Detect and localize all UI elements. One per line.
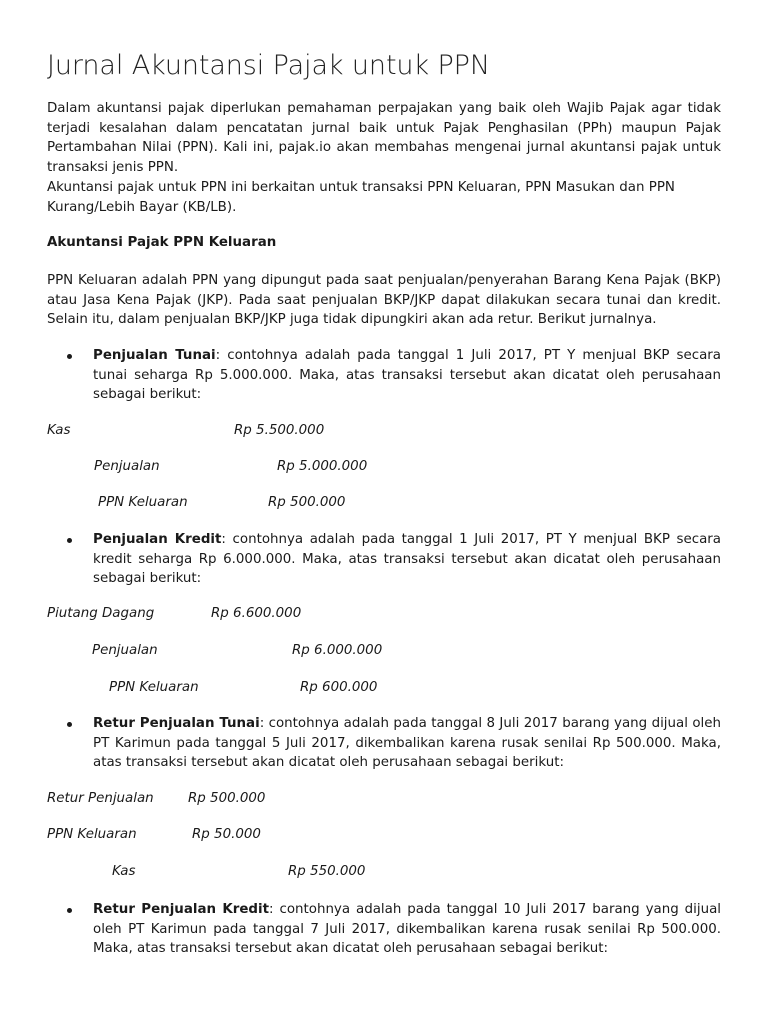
- journal-amount: Rp 500.000: [188, 791, 266, 806]
- bullet-text: [93, 900, 721, 959]
- bullet-label: Penjualan Kredit: [93, 532, 222, 547]
- bullet-retur-penjualan-kredit: [47, 900, 721, 959]
- bullet-body: : contohnya adalah pada tanggal 1 Juli 2017, PT Y menjual BKP secara tunai seharga Rp 5.000.000. Maka, atas transaksi tersebut akan dicatat oleh perusahaan sebagai berikut:: [93, 348, 722, 402]
- journal-amount: Rp 6.600.000: [211, 606, 302, 621]
- bullet-text: [93, 346, 721, 405]
- section-paragraph: PPN Keluaran adalah PPN yang dipungut pada saat penjualan/penyerahan Barang Kena Pajak (BKP) atau Jasa Kena Pajak (JKP). Pada saat penjualan BKP/JKP dapat dilakukan secara tunai dan kredit. Selain itu, dalam penjualan BKP/JKP juga tidak dipungkiri akan ada retur. Berikut jurnalnya.: [47, 273, 721, 327]
- journal-amount: Rp 50.000: [192, 827, 261, 842]
- bullet-retur-penjualan-tunai: [47, 714, 721, 773]
- bullet-label: Retur Penjualan Tunai: [93, 716, 260, 731]
- journal-account: PPN Keluaran: [109, 680, 199, 695]
- journal-account: Penjualan: [92, 643, 158, 658]
- bullet-dot-icon: [67, 538, 72, 543]
- journal-amount: Rp 6.000.000: [292, 643, 383, 658]
- bullet-text: [93, 530, 721, 589]
- bullet-dot-icon: [67, 722, 72, 727]
- journal-amount: Rp 5.000.000: [277, 459, 368, 474]
- journal-account: Penjualan: [94, 459, 160, 474]
- section-title: Akuntansi Pajak PPN Keluaran: [47, 235, 277, 250]
- bullet-dot-icon: [67, 354, 72, 359]
- journal-account: PPN Keluaran: [98, 495, 188, 510]
- intro-paragraph-2: Akuntansi pajak untuk PPN ini berkaitan untuk transaksi PPN Keluaran, PPN Masukan dan PPN Kurang/Lebih Bayar (KB/LB).: [47, 180, 675, 215]
- bullet-body: : contohnya adalah pada tanggal 10 Juli 2017 barang yang dijual oleh PT Karimun pada tanggal 7 Juli 2017, dikembalikan karena rusak senilai Rp 500.000. Maka, atas transaksi tersebut akan dicatat oleh perusahaan sebagai berikut:: [93, 902, 722, 956]
- bullet-label: Retur Penjualan Kredit: [93, 902, 270, 917]
- journal-amount: Rp 500.000: [268, 495, 346, 510]
- journal-account: Piutang Dagang: [47, 606, 155, 621]
- journal-amount: Rp 600.000: [300, 680, 378, 695]
- bullet-penjualan-kredit: [47, 530, 721, 589]
- journal-account: PPN Keluaran: [47, 827, 137, 842]
- bullet-penjualan-tunai: [47, 346, 721, 405]
- bullet-label: Penjualan Tunai: [93, 348, 216, 363]
- journal-amount: Rp 5.500.000: [234, 423, 325, 438]
- journal-account: Kas: [112, 864, 136, 879]
- journal-amount: Rp 550.000: [288, 864, 366, 879]
- intro-paragraph-1: Dalam akuntansi pajak diperlukan pemahaman perpajakan yang baik oleh Wajib Pajak agar tidak terjadi kesalahan dalam pencatatan jurnal baik untuk Pajak Penghasilan (PPh) maupun Pajak Pertambahan Nilai (PPN). Kali ini, pajak.io akan membahas mengenai jurnal akuntansi pajak untuk transaksi jenis PPN.: [47, 101, 721, 175]
- bullet-text: [93, 714, 721, 773]
- journal-account: Kas: [47, 423, 71, 438]
- bullet-body: : contohnya adalah pada tanggal 8 Juli 2017 barang yang dijual oleh PT Karimun pada tanggal 5 Juli 2017, dikembalikan karena rusak senilai Rp 500.000. Maka, atas transaksi tersebut akan dicatat oleh perusahaan sebagai berikut:: [93, 716, 721, 770]
- journal-account: Retur Penjualan: [47, 791, 154, 806]
- bullet-dot-icon: [67, 908, 72, 913]
- page-title: Jurnal Akuntansi Pajak untuk PPN: [47, 50, 490, 81]
- bullet-body: : contohnya adalah pada tanggal 1 Juli 2017, PT Y menjual BKP secara kredit seharga Rp 6.000.000. Maka, atas transaksi tersebut akan dicatat oleh perusahaan sebagai berikut:: [93, 532, 721, 586]
